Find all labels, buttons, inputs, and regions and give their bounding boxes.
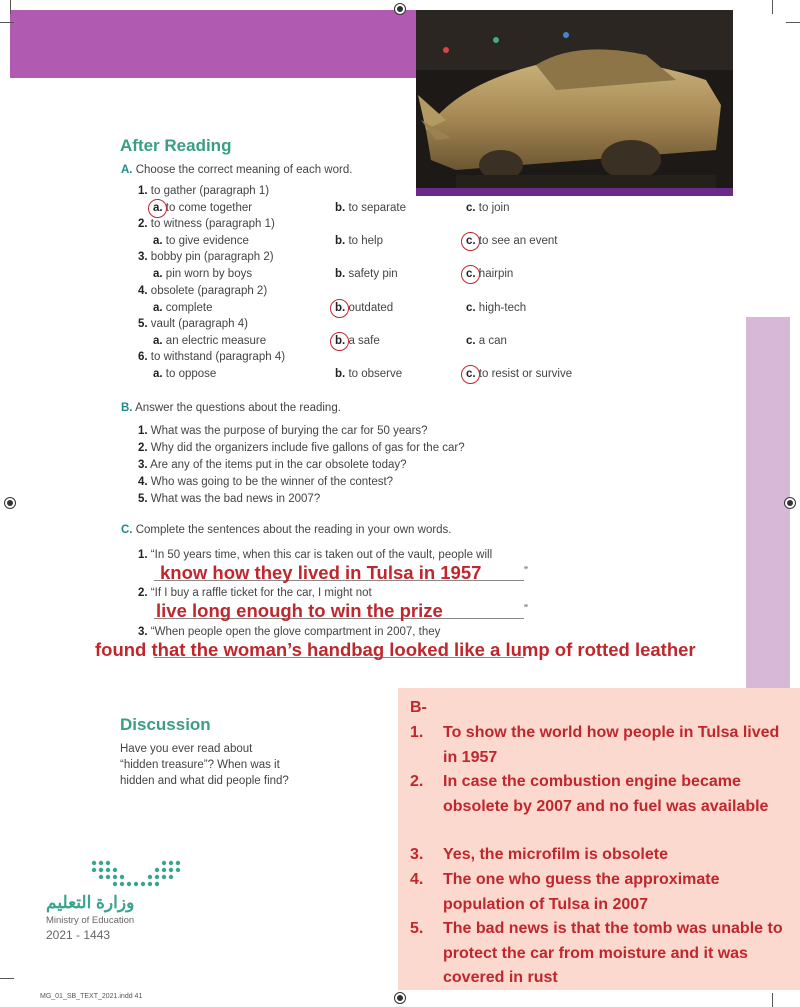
question-item: 4. Who was going to be the winner of the contest? <box>138 476 394 488</box>
answer-circle <box>148 199 167 218</box>
option-b: b. to separate <box>335 202 406 214</box>
closing-quote: ” <box>524 604 528 616</box>
registration-mark <box>394 3 406 15</box>
answer-circle <box>330 299 349 318</box>
answer-text: To show the world how people in Tulsa lived in 1957 <box>443 724 780 766</box>
answer-circle <box>461 365 480 384</box>
answer-number: 2. <box>410 773 424 790</box>
rusted-car-photo <box>416 10 733 196</box>
ministry-year: 2021 - 1443 <box>46 928 111 942</box>
option-c: c. a can <box>466 335 507 347</box>
answers-box <box>398 688 800 990</box>
question-item: 5. What was the bad news in 2007? <box>138 493 321 505</box>
section-letter: B. <box>121 402 133 414</box>
option-a: a. an electric measure <box>153 335 267 347</box>
crop-mark <box>772 0 773 14</box>
page-title: After Reading <box>120 136 232 155</box>
handwritten-answer-3: found that the woman’s handbag looked like a lump of rotted leather <box>95 639 696 660</box>
crop-mark <box>786 22 800 23</box>
discussion-text: Have you ever read about “hidden treasure”? When was it hidden and what did people find? <box>120 743 289 787</box>
ministry-english: Ministry of Education <box>46 915 135 926</box>
answers-title: B- <box>410 699 427 716</box>
answer-text: Yes, the microfilm is obsolete <box>443 846 668 863</box>
registration-mark <box>784 497 796 509</box>
answer-number: 1. <box>410 724 424 741</box>
option-a: a. complete <box>153 302 213 314</box>
answer-text: The bad news is that the tomb was unable to protect the car from moisture and it was covered in rust <box>443 920 783 986</box>
section-letter: A. <box>121 164 133 176</box>
question-item: 1. What was the purpose of burying the car for 50 years? <box>138 425 428 437</box>
crop-mark <box>772 993 773 1007</box>
crop-mark <box>0 22 14 23</box>
footer-file: MG_01_SB_TEXT_2021.indd 41 <box>40 993 143 1000</box>
vocab-word: 6. to withstand (paragraph 4) <box>138 351 286 363</box>
answer-number: 5. <box>410 920 424 937</box>
sentence-prompt-2: 2. “If I buy a raffle ticket for the car, I might not <box>138 587 372 599</box>
option-c: c. to see an event <box>466 235 558 247</box>
option-b: b. to help <box>335 235 383 247</box>
option-a: a. to come together <box>153 202 253 214</box>
section-c-instruction <box>121 524 452 536</box>
answer-circle <box>330 332 349 351</box>
instruction-text: Choose the correct meaning of each word. <box>135 164 353 176</box>
option-a: a. to give evidence <box>153 235 249 247</box>
vocab-word: 1. to gather (paragraph 1) <box>138 185 270 197</box>
option-c: c. to join <box>466 202 510 214</box>
ministry-logo-icon <box>88 857 183 889</box>
section-b-instruction <box>121 402 341 414</box>
option-a: a. to oppose <box>153 368 217 380</box>
registration-mark <box>394 992 406 1004</box>
vocab-word: 4. obsolete (paragraph 2) <box>138 285 268 297</box>
side-color-tab <box>746 317 790 697</box>
answer-text: In case the combustion engine became obsolete by 2007 and no fuel was available <box>443 773 769 815</box>
crop-mark <box>0 978 14 979</box>
section-a-instruction <box>121 164 352 176</box>
answer-number: 4. <box>410 871 424 888</box>
section-letter: C. <box>121 524 133 536</box>
question-item: 3. Are any of the items put in the car obsolete today? <box>138 459 407 471</box>
vocab-word: 3. bobby pin (paragraph 2) <box>138 251 274 263</box>
closing-quote: ” <box>524 566 528 578</box>
handwritten-answer-2: live long enough to win the prize <box>156 600 443 621</box>
question-item: 2. Why did the organizers include five gallons of gas for the car? <box>138 442 465 454</box>
handwritten-answer-1: know how they lived in Tulsa in 1957 <box>160 562 482 583</box>
car-illustration <box>416 10 733 196</box>
ministry-arabic: وزارة التعليم <box>46 893 135 912</box>
answer-text: The one who guess the approximate population of Tulsa in 2007 <box>443 871 720 913</box>
vocab-word: 5. vault (paragraph 4) <box>138 318 248 330</box>
sentence-prompt-3: 3. “When people open the glove compartment in 2007, they <box>138 626 441 638</box>
option-b: b. outdated <box>335 302 394 314</box>
option-b: b. a safe <box>335 335 380 347</box>
option-c: c. hairpin <box>466 268 514 280</box>
option-c: c. to resist or survive <box>466 368 573 380</box>
option-b: b. to observe <box>335 368 403 380</box>
answer-number: 3. <box>410 846 424 863</box>
registration-mark <box>4 497 16 509</box>
instruction-text: Answer the questions about the reading. <box>135 402 341 414</box>
sentence-prompt-1: 1. “In 50 years time, when this car is taken out of the vault, people will <box>138 549 493 561</box>
option-c: c. high-tech <box>466 302 527 314</box>
discussion-heading: Discussion <box>120 715 211 734</box>
option-b: b. safety pin <box>335 268 398 280</box>
answer-circle <box>461 265 480 284</box>
crop-mark <box>10 0 11 14</box>
vocab-word: 2. to witness (paragraph 1) <box>138 218 275 230</box>
instruction-text: Complete the sentences about the reading in your own words. <box>135 524 452 536</box>
answer-circle <box>461 232 480 251</box>
option-a: a. pin worn by boys <box>153 268 253 280</box>
